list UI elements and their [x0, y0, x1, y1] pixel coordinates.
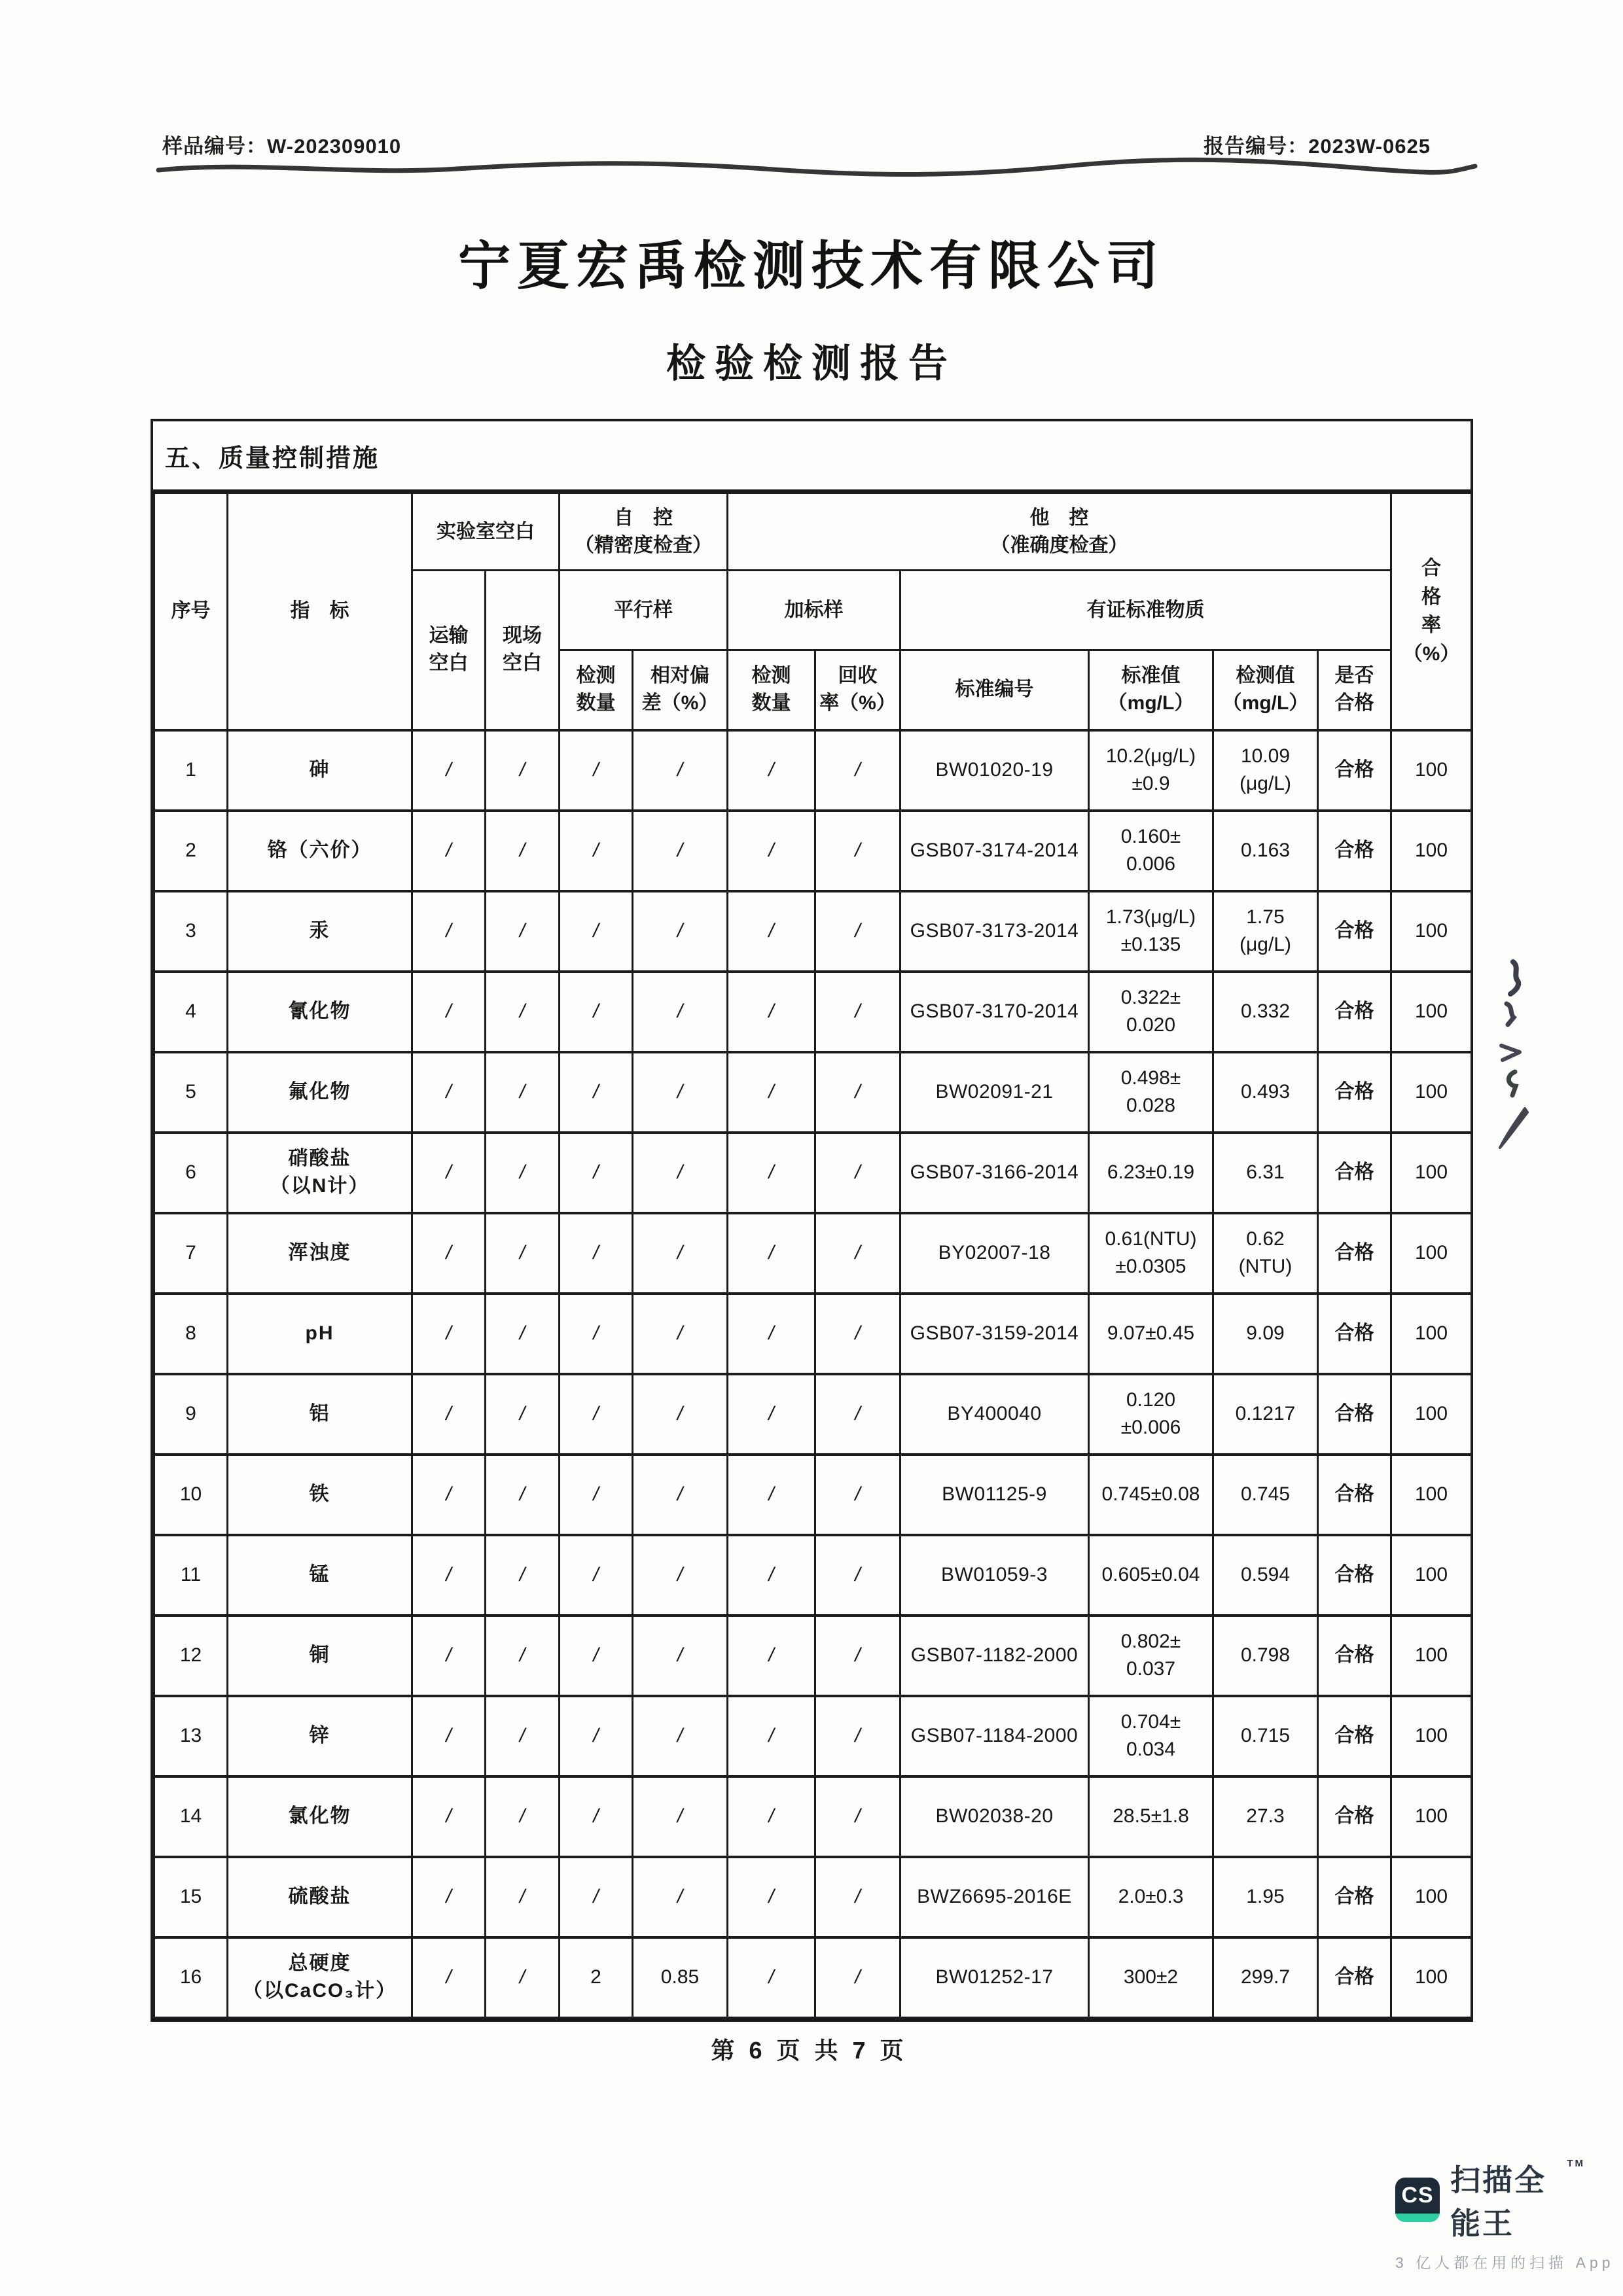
cell-recovery-rate: /: [815, 1616, 901, 1696]
page-number: 第 6 页 共 7 页: [711, 2037, 908, 2064]
col-header-indicator: 指 标: [228, 493, 412, 730]
cell-pass-rate: 100: [1391, 1133, 1472, 1213]
sample-number-value: W-202309010: [267, 135, 402, 158]
cell-pass-rate: 100: [1391, 1052, 1472, 1133]
table-row: [154, 972, 1472, 1052]
cell-standard-value: 6.23±0.19: [1089, 1133, 1213, 1213]
cell-pass-rate: 100: [1391, 1937, 1472, 2018]
cell-standard-no: BWZ6695-2016E: [901, 1857, 1089, 1937]
app-name-text: 扫描全能王: [1450, 2163, 1546, 2240]
cell-transport-blank: /: [412, 1213, 486, 1294]
cell-indicator: 氟化物: [228, 1052, 412, 1133]
cell-relative-deviation: /: [633, 811, 728, 891]
cell-recovery-rate: /: [815, 1696, 901, 1776]
cell-measured-value: 0.62 (NTU): [1213, 1213, 1318, 1294]
document-meta-row: [162, 130, 1431, 159]
cell-recovery-rate: /: [815, 1776, 901, 1857]
table-row: [154, 1696, 1472, 1776]
cell-pass-rate: 100: [1391, 972, 1472, 1052]
cell-recovery-rate: /: [815, 811, 901, 891]
table-row: [154, 1052, 1472, 1133]
cell-field-blank: /: [486, 891, 560, 972]
cell-standard-no: GSB07-3174-2014: [901, 811, 1089, 891]
cell-relative-deviation: /: [633, 1133, 728, 1213]
cell-parallel-count: /: [560, 811, 633, 891]
cell-transport-blank: /: [412, 730, 486, 811]
cell-indicator: 氯化物: [228, 1776, 412, 1857]
table-row: [154, 1213, 1472, 1294]
cell-recovery-rate: /: [815, 1455, 901, 1535]
cell-field-blank: /: [486, 730, 560, 811]
cell-spiked-count: /: [728, 972, 815, 1052]
trademark-symbol: TM: [1567, 2158, 1585, 2169]
cell-transport-blank: /: [412, 891, 486, 972]
cell-standard-no: GSB07-3166-2014: [901, 1133, 1089, 1213]
cell-pass-rate: 100: [1391, 1616, 1472, 1696]
cell-pass-rate: 100: [1391, 1535, 1472, 1616]
cell-qualified: 合格: [1318, 1696, 1391, 1776]
cell-indicator: 总硬度 （以CaCO₃计）: [228, 1937, 412, 2018]
table-row: [154, 811, 1472, 891]
cell-parallel-count: /: [560, 1776, 633, 1857]
cell-field-blank: /: [486, 1133, 560, 1213]
cell-qualified: 合格: [1318, 972, 1391, 1052]
cell-transport-blank: /: [412, 1937, 486, 2018]
cell-indicator: 砷: [228, 730, 412, 811]
cell-relative-deviation: /: [633, 1535, 728, 1616]
col-header-lab-blank: 实验室空白: [412, 493, 560, 571]
cell-spiked-count: /: [728, 1616, 815, 1696]
table-row: [154, 1294, 1472, 1374]
col-header-field-blank: 现场 空白: [486, 571, 560, 730]
cell-field-blank: /: [486, 1213, 560, 1294]
table-row: [154, 1374, 1472, 1455]
cell-seq: 1: [154, 730, 228, 811]
cell-parallel-count: 2: [560, 1937, 633, 2018]
cell-parallel-count: /: [560, 730, 633, 811]
cell-measured-value: 0.493: [1213, 1052, 1318, 1133]
col-header-transport-blank: 运输 空白: [412, 571, 486, 730]
cell-measured-value: 6.31: [1213, 1133, 1318, 1213]
cell-standard-no: BW01059-3: [901, 1535, 1089, 1616]
col-header-other-control: 他 控 （准确度检查）: [728, 493, 1391, 571]
table-row: [154, 1133, 1472, 1213]
cell-indicator: 氰化物: [228, 972, 412, 1052]
cell-parallel-count: /: [560, 1052, 633, 1133]
cell-indicator: 锰: [228, 1535, 412, 1616]
cell-pass-rate: 100: [1391, 1455, 1472, 1535]
cell-transport-blank: /: [412, 811, 486, 891]
cell-pass-rate: 100: [1391, 1857, 1472, 1937]
table-row: [154, 1455, 1472, 1535]
cell-qualified: 合格: [1318, 730, 1391, 811]
cell-qualified: 合格: [1318, 1857, 1391, 1937]
cell-qualified: 合格: [1318, 1535, 1391, 1616]
cell-recovery-rate: /: [815, 891, 901, 972]
cell-seq: 15: [154, 1857, 228, 1937]
cell-transport-blank: /: [412, 1616, 486, 1696]
cell-spiked-count: /: [728, 1937, 815, 2018]
table-row: [154, 1857, 1472, 1937]
cell-seq: 12: [154, 1616, 228, 1696]
cell-field-blank: /: [486, 1294, 560, 1374]
cell-spiked-count: /: [728, 811, 815, 891]
cell-parallel-count: /: [560, 1374, 633, 1455]
cell-spiked-count: /: [728, 1133, 815, 1213]
cell-qualified: 合格: [1318, 811, 1391, 891]
cell-indicator: 汞: [228, 891, 412, 972]
cell-seq: 3: [154, 891, 228, 972]
cell-standard-value: 300±2: [1089, 1937, 1213, 2018]
cell-spiked-count: /: [728, 1535, 815, 1616]
cell-indicator: 硝酸盐 （以N计）: [228, 1133, 412, 1213]
cell-recovery-rate: /: [815, 1535, 901, 1616]
col-header-standard-no: 标准编号: [901, 650, 1089, 730]
cell-relative-deviation: 0.85: [633, 1937, 728, 2018]
cell-pass-rate: 100: [1391, 730, 1472, 811]
cell-qualified: 合格: [1318, 1776, 1391, 1857]
cell-indicator: 铁: [228, 1455, 412, 1535]
cell-standard-value: 28.5±1.8: [1089, 1776, 1213, 1857]
cell-recovery-rate: /: [815, 730, 901, 811]
cell-pass-rate: 100: [1391, 1294, 1472, 1374]
cell-parallel-count: /: [560, 1455, 633, 1535]
cell-qualified: 合格: [1318, 1213, 1391, 1294]
cell-recovery-rate: /: [815, 1213, 901, 1294]
cell-measured-value: 0.594: [1213, 1535, 1318, 1616]
cell-seq: 16: [154, 1937, 228, 2018]
cell-recovery-rate: /: [815, 1133, 901, 1213]
cell-spiked-count: /: [728, 1052, 815, 1133]
cell-recovery-rate: /: [815, 972, 901, 1052]
cell-spiked-count: /: [728, 1213, 815, 1294]
cell-spiked-count: /: [728, 1294, 815, 1374]
col-header-detect-count-spiked: 检测 数量: [728, 650, 815, 730]
cell-standard-value: 0.322± 0.020: [1089, 972, 1213, 1052]
cell-standard-no: BY02007-18: [901, 1213, 1089, 1294]
cell-measured-value: 0.715: [1213, 1696, 1318, 1776]
cell-seq: 5: [154, 1052, 228, 1133]
cell-pass-rate: 100: [1391, 1374, 1472, 1455]
cell-qualified: 合格: [1318, 1133, 1391, 1213]
report-title: 检验检测报告: [666, 342, 957, 385]
cell-standard-value: 0.160± 0.006: [1089, 811, 1213, 891]
col-header-parallel-sample: 平行样: [560, 571, 728, 650]
table-row: [154, 1937, 1472, 2018]
cell-transport-blank: /: [412, 972, 486, 1052]
cell-seq: 8: [154, 1294, 228, 1374]
section-title: 五、质量控制措施: [153, 421, 1471, 492]
col-header-spiked-sample: 加标样: [728, 571, 901, 650]
cell-standard-no: BW01125-9: [901, 1455, 1089, 1535]
table-row: [154, 730, 1472, 811]
table-row: [154, 1776, 1472, 1857]
cell-field-blank: /: [486, 1696, 560, 1776]
cell-relative-deviation: /: [633, 1374, 728, 1455]
cell-field-blank: /: [486, 1374, 560, 1455]
cell-transport-blank: /: [412, 1294, 486, 1374]
qc-table: [153, 492, 1472, 2019]
cell-qualified: 合格: [1318, 1455, 1391, 1535]
camscanner-logo-row: [1395, 2157, 1585, 2243]
cell-relative-deviation: /: [633, 972, 728, 1052]
col-header-standard-value: 标准值 （mg/L）: [1089, 650, 1213, 730]
camscanner-icon: [1395, 2178, 1440, 2222]
cell-qualified: 合格: [1318, 1052, 1391, 1133]
cell-relative-deviation: /: [633, 1616, 728, 1696]
camscanner-app-name: [1450, 2157, 1585, 2243]
cell-standard-no: BY400040: [901, 1374, 1089, 1455]
cell-field-blank: /: [486, 1857, 560, 1937]
cell-indicator: 铝: [228, 1374, 412, 1455]
cell-standard-value: 0.802± 0.037: [1089, 1616, 1213, 1696]
cell-qualified: 合格: [1318, 1937, 1391, 2018]
cell-seq: 11: [154, 1535, 228, 1616]
cell-seq: 13: [154, 1696, 228, 1776]
cell-standard-value: 2.0±0.3: [1089, 1857, 1213, 1937]
cell-parallel-count: /: [560, 1213, 633, 1294]
cell-pass-rate: 100: [1391, 891, 1472, 972]
cell-parallel-count: /: [560, 972, 633, 1052]
table-row: [154, 891, 1472, 972]
cell-seq: 14: [154, 1776, 228, 1857]
cell-standard-no: GSB07-3159-2014: [901, 1294, 1089, 1374]
cell-pass-rate: 100: [1391, 811, 1472, 891]
cell-transport-blank: /: [412, 1455, 486, 1535]
camscanner-watermark: [1395, 2157, 1614, 2272]
cell-pass-rate: 100: [1391, 1696, 1472, 1776]
cell-standard-value: 1.73(μg/L) ±0.135: [1089, 891, 1213, 972]
cell-standard-no: BW02038-20: [901, 1776, 1089, 1857]
cell-standard-no: GSB07-3170-2014: [901, 972, 1089, 1052]
cell-measured-value: 10.09 (μg/L): [1213, 730, 1318, 811]
cell-transport-blank: /: [412, 1776, 486, 1857]
cell-transport-blank: /: [412, 1696, 486, 1776]
cell-measured-value: 299.7: [1213, 1937, 1318, 2018]
cell-indicator: 铬（六价）: [228, 811, 412, 891]
cell-field-blank: /: [486, 1455, 560, 1535]
col-header-recovery-rate: 回收 率（%）: [815, 650, 901, 730]
cell-transport-blank: /: [412, 1535, 486, 1616]
cell-standard-value: 0.605±0.04: [1089, 1535, 1213, 1616]
cell-relative-deviation: /: [633, 1696, 728, 1776]
cell-relative-deviation: /: [633, 1857, 728, 1937]
cell-spiked-count: /: [728, 1696, 815, 1776]
handwritten-ink-marks: [1493, 957, 1542, 1173]
cell-relative-deviation: /: [633, 891, 728, 972]
report-number-label: 报告编号：: [1204, 135, 1309, 158]
cell-recovery-rate: /: [815, 1937, 901, 2018]
col-header-measured-value: 检测值 （mg/L）: [1213, 650, 1318, 730]
cell-transport-blank: /: [412, 1857, 486, 1937]
cell-qualified: 合格: [1318, 1616, 1391, 1696]
cell-standard-no: BW02091-21: [901, 1052, 1089, 1133]
cell-parallel-count: /: [560, 1696, 633, 1776]
cell-transport-blank: /: [412, 1374, 486, 1455]
cell-standard-value: 0.120 ±0.006: [1089, 1374, 1213, 1455]
cell-transport-blank: /: [412, 1052, 486, 1133]
cell-seq: 2: [154, 811, 228, 891]
cell-measured-value: 1.95: [1213, 1857, 1318, 1937]
cell-field-blank: /: [486, 811, 560, 891]
cell-pass-rate: 100: [1391, 1213, 1472, 1294]
sample-number: [162, 130, 401, 159]
cell-standard-no: BW01252-17: [901, 1937, 1089, 2018]
cell-standard-no: GSB07-1182-2000: [901, 1616, 1089, 1696]
cell-qualified: 合格: [1318, 891, 1391, 972]
cell-standard-value: 10.2(μg/L) ±0.9: [1089, 730, 1213, 811]
cell-indicator: 硫酸盐: [228, 1857, 412, 1937]
cell-indicator: pH: [228, 1294, 412, 1374]
cell-parallel-count: /: [560, 1857, 633, 1937]
report-number: [1204, 130, 1431, 159]
cell-field-blank: /: [486, 1937, 560, 2018]
qc-table-body: [154, 730, 1472, 2018]
cell-indicator: 铜: [228, 1616, 412, 1696]
cell-qualified: 合格: [1318, 1294, 1391, 1374]
cell-measured-value: 27.3: [1213, 1776, 1318, 1857]
col-header-relative-deviation: 相对偏 差（%）: [633, 650, 728, 730]
cell-field-blank: /: [486, 1616, 560, 1696]
cell-measured-value: 0.745: [1213, 1455, 1318, 1535]
camscanner-tagline: 3 亿人都在用的扫描 App: [1395, 2254, 1614, 2271]
cell-seq: 4: [154, 972, 228, 1052]
col-header-crm: 有证标准物质: [901, 571, 1391, 650]
cell-relative-deviation: /: [633, 1052, 728, 1133]
table-row: [154, 1616, 1472, 1696]
cell-field-blank: /: [486, 1535, 560, 1616]
cell-qualified: 合格: [1318, 1374, 1391, 1455]
cell-standard-value: 0.498± 0.028: [1089, 1052, 1213, 1133]
col-header-seq: 序号: [154, 493, 228, 730]
cell-recovery-rate: /: [815, 1052, 901, 1133]
cell-standard-value: 0.61(NTU) ±0.0305: [1089, 1213, 1213, 1294]
cell-parallel-count: /: [560, 1535, 633, 1616]
company-name: 宁夏宏禹检测技术有限公司: [458, 237, 1165, 295]
cell-spiked-count: /: [728, 1374, 815, 1455]
cell-spiked-count: /: [728, 1455, 815, 1535]
cell-seq: 9: [154, 1374, 228, 1455]
cell-recovery-rate: /: [815, 1857, 901, 1937]
cell-field-blank: /: [486, 1052, 560, 1133]
scan-divider-line: [156, 156, 1478, 182]
cell-parallel-count: /: [560, 1616, 633, 1696]
col-header-self-control: 自 控 （精密度检查）: [560, 493, 728, 571]
cell-spiked-count: /: [728, 730, 815, 811]
cell-standard-value: 9.07±0.45: [1089, 1294, 1213, 1374]
sample-number-label: 样品编号：: [162, 135, 267, 158]
cell-standard-value: 0.704± 0.034: [1089, 1696, 1213, 1776]
cell-measured-value: 0.798: [1213, 1616, 1318, 1696]
cell-spiked-count: /: [728, 1857, 815, 1937]
cs-icon-letters: CS: [1395, 2178, 1440, 2214]
cell-standard-no: GSB07-3173-2014: [901, 891, 1089, 972]
table-row: [154, 1535, 1472, 1616]
qc-table-frame: [151, 419, 1473, 2022]
cell-parallel-count: /: [560, 1133, 633, 1213]
cell-measured-value: 1.75 (μg/L): [1213, 891, 1318, 972]
col-header-pass-rate: 合 格 率 （%）: [1391, 493, 1472, 730]
col-header-is-qualified: 是否 合格: [1318, 650, 1391, 730]
cell-spiked-count: /: [728, 1776, 815, 1857]
cell-measured-value: 0.332: [1213, 972, 1318, 1052]
cell-standard-value: 0.745±0.08: [1089, 1455, 1213, 1535]
cell-standard-no: GSB07-1184-2000: [901, 1696, 1089, 1776]
col-header-detect-count-parallel: 检测 数量: [560, 650, 633, 730]
cell-field-blank: /: [486, 1776, 560, 1857]
cell-field-blank: /: [486, 972, 560, 1052]
cell-relative-deviation: /: [633, 730, 728, 811]
cs-icon-accent-bar: [1395, 2214, 1440, 2222]
cell-seq: 10: [154, 1455, 228, 1535]
cell-parallel-count: /: [560, 891, 633, 972]
cell-relative-deviation: /: [633, 1455, 728, 1535]
cell-measured-value: 9.09: [1213, 1294, 1318, 1374]
cell-recovery-rate: /: [815, 1374, 901, 1455]
cell-transport-blank: /: [412, 1133, 486, 1213]
cell-recovery-rate: /: [815, 1294, 901, 1374]
cell-standard-no: BW01020-19: [901, 730, 1089, 811]
cell-seq: 7: [154, 1213, 228, 1294]
report-number-value: 2023W-0625: [1308, 135, 1431, 158]
cell-indicator: 锌: [228, 1696, 412, 1776]
cell-parallel-count: /: [560, 1294, 633, 1374]
cell-seq: 6: [154, 1133, 228, 1213]
cell-relative-deviation: /: [633, 1776, 728, 1857]
cell-relative-deviation: /: [633, 1294, 728, 1374]
cell-spiked-count: /: [728, 891, 815, 972]
cell-measured-value: 0.1217: [1213, 1374, 1318, 1455]
cell-indicator: 浑浊度: [228, 1213, 412, 1294]
cell-relative-deviation: /: [633, 1213, 728, 1294]
cell-pass-rate: 100: [1391, 1776, 1472, 1857]
cell-measured-value: 0.163: [1213, 811, 1318, 891]
